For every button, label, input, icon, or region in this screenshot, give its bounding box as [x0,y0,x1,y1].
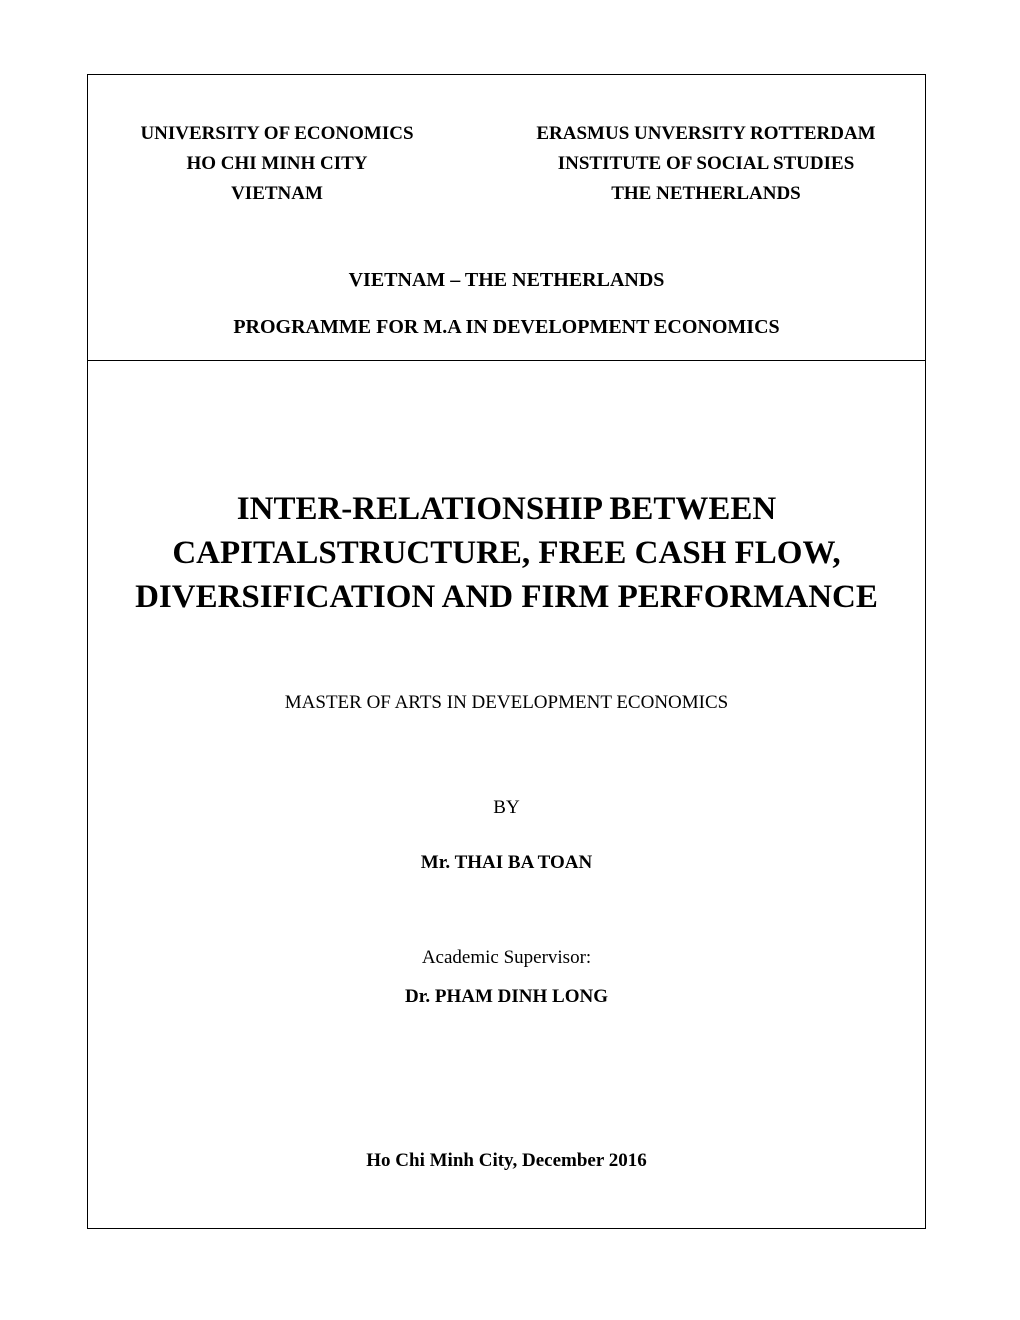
thesis-title [88,487,925,619]
place-and-date: Ho Chi Minh City, December 2016 [366,1150,647,1171]
right-institution-line: INSTITUTE OF SOCIAL STUDIES [557,153,855,174]
right-institution-line: ERASMUS UNVERSITY ROTTERDAM [536,123,876,144]
header-divider [88,360,925,361]
left-institution-line: UNIVERSITY OF ECONOMICS [140,123,414,144]
degree-name: MASTER OF ARTS IN DEVELOPMENT ECONOMICS [284,692,729,713]
right-institution-line: THE NETHERLANDS [611,183,801,204]
left-institution-line: HO CHI MINH CITY [186,153,368,174]
programme-name: PROGRAMME FOR M.A IN DEVELOPMENT ECONOMICS [233,316,780,338]
thesis-title-line: CAPITALSTRUCTURE, FREE CASH FLOW, [172,535,841,571]
thesis-title-line: INTER-RELATIONSHIP BETWEEN [236,491,777,527]
by-label: BY [493,797,520,818]
left-institution-block [120,119,434,209]
supervisor-name: Dr. PHAM DINH LONG [404,986,609,1007]
title-page-frame [87,74,926,1229]
right-institution-block [512,119,900,209]
thesis-title-line: DIVERSIFICATION AND FIRM PERFORMANCE [135,579,878,615]
author-name: Mr. THAI BA TOAN [420,852,593,873]
programme-countries: VIETNAM – THE NETHERLANDS [348,269,665,291]
supervisor-label: Academic Supervisor: [421,947,592,968]
left-institution-line: VIETNAM [231,183,323,204]
